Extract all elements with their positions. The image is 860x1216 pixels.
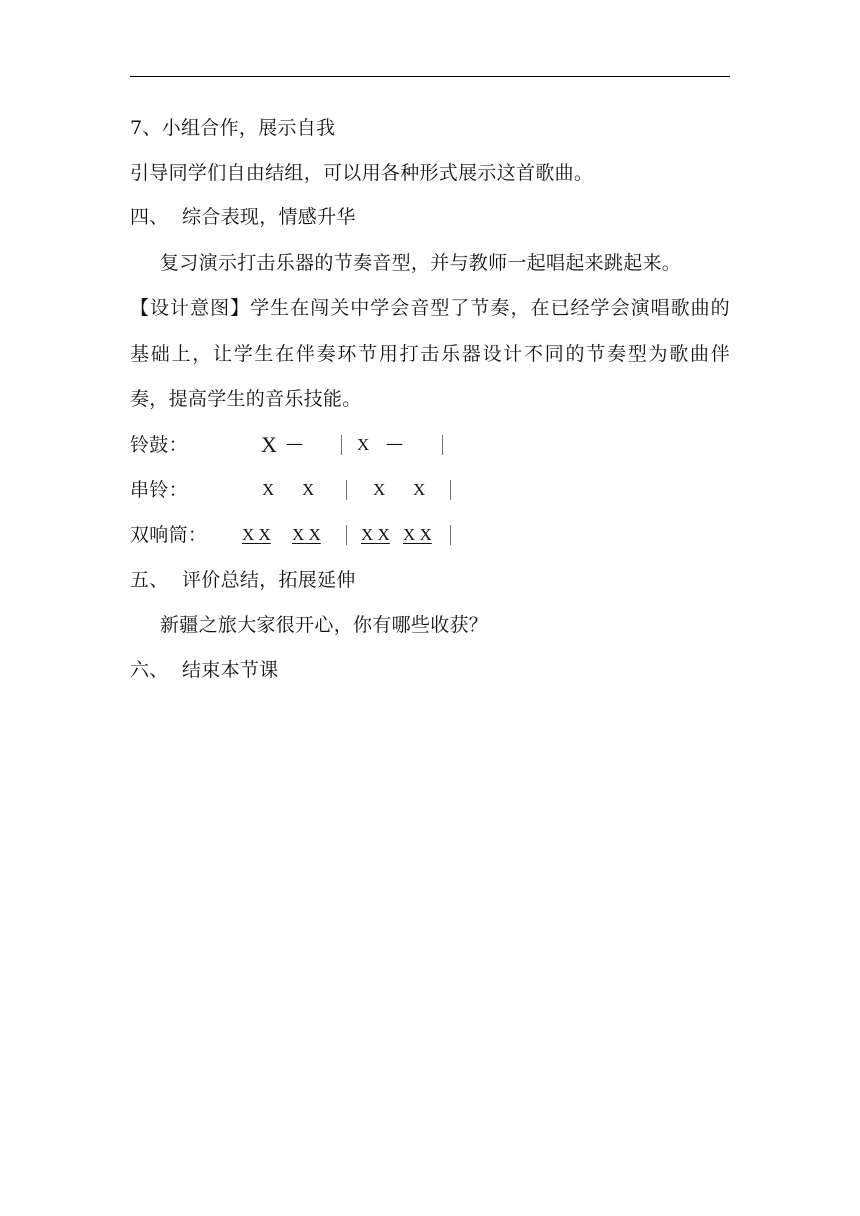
barline bbox=[450, 480, 451, 500]
design-intent-line-1: 【设计意图】学生在闯关中学会音型了节奏，在已经学会演唱歌曲的 bbox=[130, 297, 730, 319]
rhythm-note: X bbox=[373, 480, 386, 499]
instrument-label: 双响筒： bbox=[130, 524, 208, 546]
section-7-title: 7、小组合作，展示自我 bbox=[130, 117, 336, 139]
section-5-number: 五、 bbox=[130, 569, 169, 591]
section-5-title: 评价总结，拓展延伸 bbox=[182, 569, 356, 591]
rhythm-dash: — bbox=[386, 434, 403, 454]
section-5-text: 新疆之旅大家很开心，你有哪些收获？ bbox=[160, 614, 489, 636]
rhythm-eighth-pair: X X bbox=[403, 525, 432, 544]
section-7-text: 引导同学们自由结组，可以用各种形式展示这首歌曲。 bbox=[130, 162, 594, 184]
section-5-heading bbox=[130, 568, 356, 592]
section-4-heading bbox=[130, 205, 356, 229]
instrument-label: 铃鼓： bbox=[130, 434, 188, 456]
design-intent-line-3: 奏，提高学生的音乐技能。 bbox=[130, 388, 362, 410]
header-rule bbox=[130, 76, 730, 77]
rhythm-dash: — bbox=[286, 434, 303, 454]
design-intent-line-2: 基础上，让学生在伴奏环节用打击乐器设计不同的节奏型为歌曲伴 bbox=[130, 343, 730, 365]
rhythm-eighth-pair: X X bbox=[361, 525, 390, 544]
rhythm-eighth-pair: X X bbox=[242, 525, 271, 544]
barline bbox=[450, 525, 451, 545]
rhythm-eighth-pair: X X bbox=[292, 525, 321, 544]
barline bbox=[346, 480, 347, 500]
section-4-title: 综合表现，情感升华 bbox=[182, 206, 356, 228]
section-6-title: 结束本节课 bbox=[182, 659, 279, 681]
section-4-number: 四、 bbox=[130, 206, 169, 228]
barline bbox=[346, 525, 347, 545]
barline bbox=[442, 435, 443, 455]
rhythm-note: X bbox=[262, 480, 275, 499]
rhythm-note: X bbox=[357, 435, 370, 454]
rhythm-note: X bbox=[413, 480, 426, 499]
rhythm-note: X bbox=[261, 432, 277, 457]
rhythm-note: X bbox=[302, 480, 315, 499]
instrument-label: 串铃： bbox=[130, 479, 188, 501]
section-6-number: 六、 bbox=[130, 659, 169, 681]
section-4-text: 复习演示打击乐器的节奏音型，并与教师一起唱起来跳起来。 bbox=[160, 252, 682, 274]
barline bbox=[341, 435, 342, 455]
section-6-heading bbox=[130, 658, 279, 682]
